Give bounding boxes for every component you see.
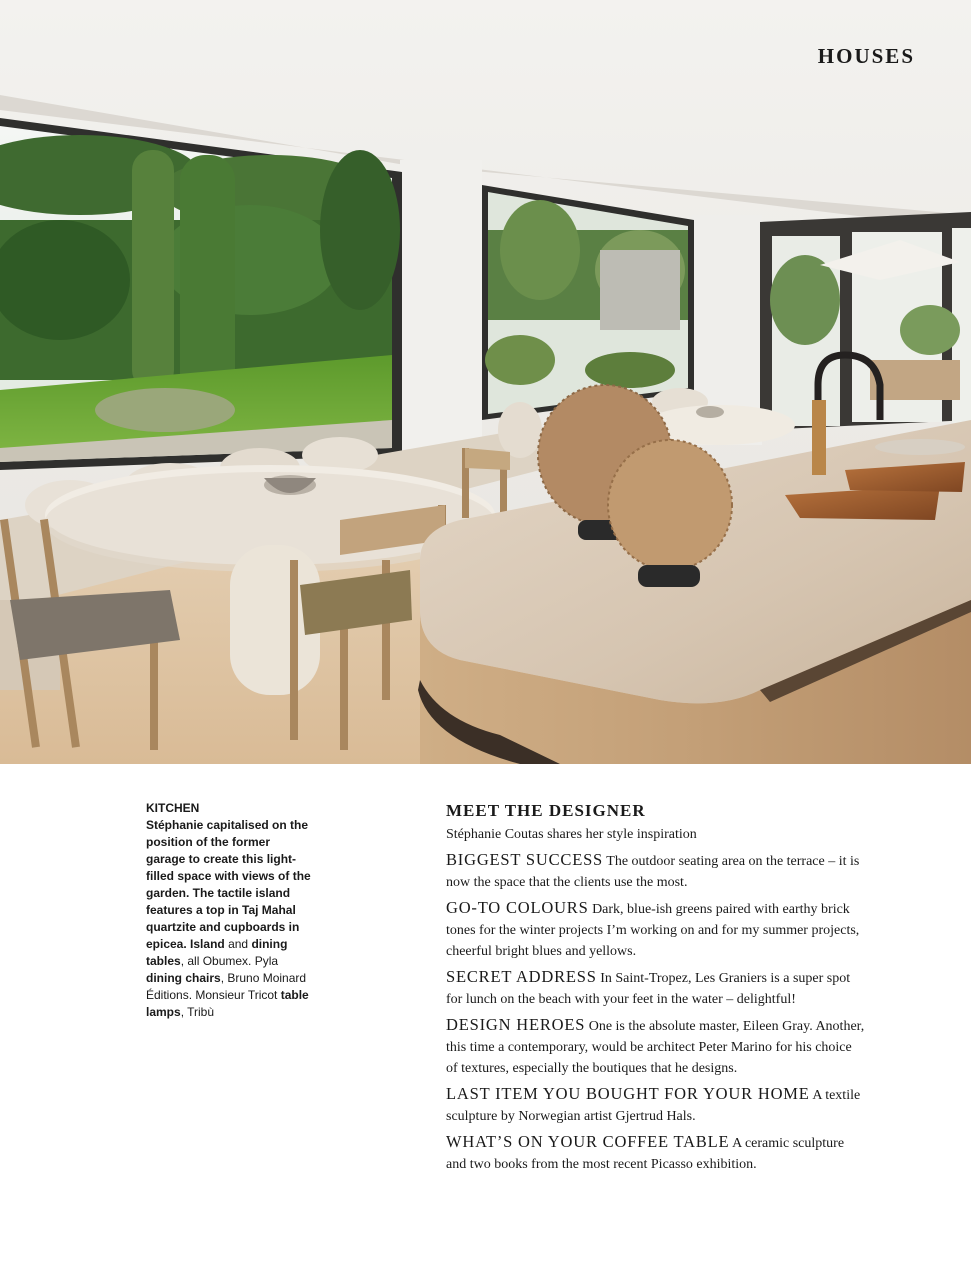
credit-item-island: Island <box>190 937 225 951</box>
qa-item <box>446 849 866 893</box>
qa-item <box>446 966 866 1010</box>
qa-item <box>446 1014 866 1079</box>
qa-answer: Dark, blue-ish greens paired with earthy brick tones for the winter projects I’m working on and for my summer projects, cheerful bright blues and yellows. <box>446 902 860 959</box>
qa-answer: A ceramic sculpture and two books from the most recent Picasso exhibition. <box>446 1136 845 1172</box>
photo-caption <box>146 800 311 1021</box>
qa-answer: One is the absolute master, Eileen Gray. Another, this time a contemporary, would be architect Peter Marino for his choice of textures, especially the boutiques that he designs. <box>446 1019 865 1076</box>
qa-item <box>446 1083 866 1127</box>
qa-answer: A textile sculpture by Norwegian artist Gjertrud Hals. <box>446 1088 861 1124</box>
credit-item-dining-tables: dining tables <box>146 937 288 968</box>
caption-text <box>146 817 311 1021</box>
meet-the-designer <box>446 800 866 1175</box>
credit-source-1: , all Obumex. Pyla <box>180 954 279 968</box>
qa-question: WHAT’S ON YOUR COFFEE TABLE <box>446 1132 730 1151</box>
qa-question: GO-TO COLOURS <box>446 898 589 917</box>
qa-answer: In Saint-Tropez, Les Graniers is a super spot for lunch on the beach with your feet in the water – delightful! <box>446 971 851 1007</box>
qa-question: SECRET ADDRESS <box>446 967 597 986</box>
qa-answer: The outdoor seating area on the terrace – it is now the space that the clients use the most. <box>446 854 860 890</box>
designer-intro: Stéphanie Coutas shares her style inspiration <box>446 827 697 842</box>
caption-body: Stéphanie capitalised on the position of the former garage to create this light-filled space with views of the garden. The tactile island features a top in Taj Mahal quartzite and cupboards in epicea. <box>146 818 311 951</box>
credit-source-3: , Tribù <box>180 1005 215 1019</box>
designer-title: MEET THE DESIGNER <box>446 801 646 820</box>
credit-item-dining-chairs: dining chairs <box>146 971 221 985</box>
credit-and: and <box>224 937 252 951</box>
credit-source-2: , Bruno Moinard Éditions. Monsieur Tricot <box>146 971 307 1002</box>
qa-item <box>446 1131 866 1175</box>
credit-item-table-lamps: table lamps <box>146 988 309 1019</box>
qa-question: DESIGN HEROES <box>446 1015 586 1034</box>
qa-question: LAST ITEM YOU BOUGHT FOR YOUR HOME <box>446 1084 810 1103</box>
qa-item <box>446 897 866 962</box>
caption-heading: KITCHEN <box>146 801 200 815</box>
section-label: HOUSES <box>817 44 915 68</box>
qa-question: BIGGEST SUCCESS <box>446 850 604 869</box>
